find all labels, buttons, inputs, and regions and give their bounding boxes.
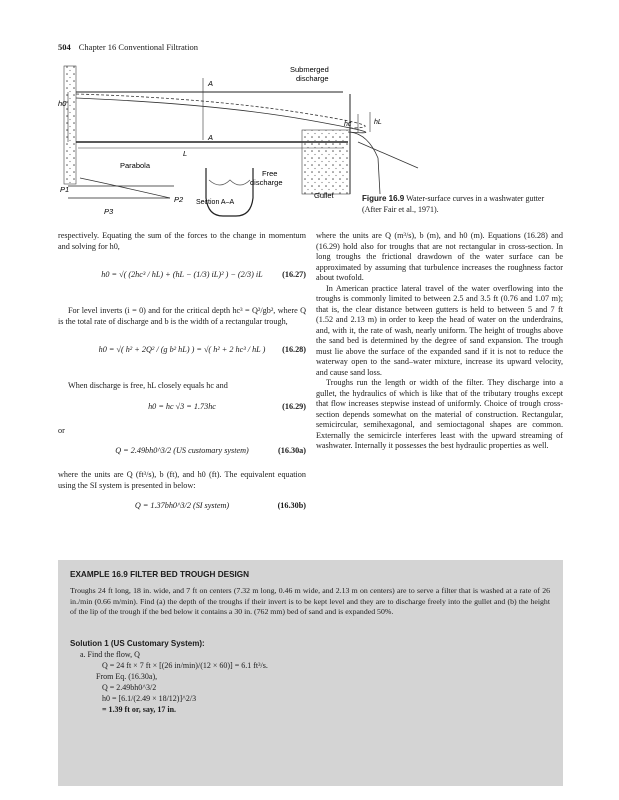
label-L: L <box>183 149 188 158</box>
equation-body: Q = 2.49bh0^3/2 (US customary system) <box>115 446 249 455</box>
equation-body: Q = 1.37bh0^3/2 (SI system) <box>134 501 230 510</box>
example-box <box>58 560 563 786</box>
label-submerged: Submerged <box>290 65 329 74</box>
section-water <box>209 180 250 185</box>
free-water-surface <box>76 98 366 133</box>
right-column <box>316 231 563 452</box>
right-paragraph-2: In American practice lateral travel of the water overflowing into the troughs is commonly limited to between 2.5 and 3.5 ft (0.76 and 1.07 m); that is, the clear distance between gutters is held to between 5 and 7 ft (1.52 and 2.13 m) in order to keep the head of water on the underdrains, and, with it, the rate of wash, nearly uniform. The height of troughs above the sand bed is determined by the degree of sand expansion. The trough must lie above the surface of the expanded sand if it is not to reduce the waterway open to the sand–water mixture, increase its upward velocity, and cause sand loss. <box>316 283 563 377</box>
label-P3: P3 <box>104 207 114 216</box>
example-title: EXAMPLE 16.9 FILTER BED TROUGH DESIGN <box>70 570 250 579</box>
equation-number: (16.30b) <box>277 501 306 510</box>
caption-label: Figure 16.9 <box>362 194 405 203</box>
label-hc: hc <box>344 121 352 128</box>
solution-line: Q = 2.49bh0^3/2 <box>102 683 157 692</box>
equation-number: (16.28) <box>282 345 306 354</box>
caption-text: Water-surface curves in a washwater gutter (After Fair et al., 1971). <box>362 194 545 214</box>
solution-result: = 1.39 ft or, say, 17 in. <box>102 705 177 714</box>
label-free: Free <box>262 169 278 178</box>
left-column <box>58 231 306 525</box>
equation-body: h0 = √( h² + 2Q² / (g b² hL) ) = √( h² + 2 hc³ / hL ) <box>98 345 266 354</box>
section-trough <box>206 168 253 216</box>
left-paragraph-1: respectively. Equating the sum of the forces to the change in momentum and solving for h0, <box>58 231 306 251</box>
equation-number: (16.30a) <box>278 446 306 455</box>
label-gullet: Gullet <box>314 191 334 200</box>
chapter-title: Chapter 16 Conventional Filtration <box>78 42 198 52</box>
left-paragraph-3: When discharge is free, hL closely equals hc and <box>68 381 228 390</box>
example-problem: Troughs 24 ft long, 18 in. wide, and 7 ft on centers (7.32 m long, 0.46 m wide, and 2.13 m on centers) are to serve a filter that is washed at a rate of 26 in./min (0.66 m/min). Find (a) the depth of the troughs if their invert is to be kept level and they are to discharge freely into the gullet and (b) the height of the lip of the trough if the bed below it contains a 30 in. (762 mm) bed of sand and is expanded 50%. <box>70 586 550 616</box>
equation-16-30b <box>58 501 306 515</box>
solution-line: Q = 24 ft × 7 ft × [(26 in/min)/(12 × 60)] = 6.1 ft³/s. <box>102 661 268 670</box>
label-submerged-discharge: discharge <box>296 74 329 83</box>
label-P2: P2 <box>174 195 184 204</box>
left-paragraph-or: or <box>58 425 65 435</box>
solution-line: From Eq. (16.30a), <box>96 672 158 681</box>
right-paragraph-1: where the units are Q (m³/s), b (m), and h0 (m). Equations (16.28) and (16.29) hold also for troughs that are not rectangular in cross-section. In long troughs the frictional drawdown of the water surface can be approximated by assuming that turbulence increases the roughness factor about twofold. <box>316 231 563 282</box>
equation-16-29 <box>58 402 306 416</box>
equation-number: (16.29) <box>282 401 306 411</box>
equation-16-30a <box>58 446 306 460</box>
label-A-bottom: A <box>208 133 214 142</box>
label-hL: hL <box>374 119 382 126</box>
example-solution <box>70 638 550 715</box>
falling-jet <box>350 132 380 194</box>
left-wall <box>64 66 76 184</box>
label-A-top: A <box>208 79 214 88</box>
right-paragraph-3: Troughs run the length or width of the filter. They discharge into a gullet, the hydraulics of which is like that of the tributary troughs except that flow increases stepwise instead of uniformly. Choice of trough cross-section depends somewhat on the material of construction. Rectangular, semicircular, semihexagonal, and semioctagonal shapes are common. Externally the semicircle interferes least with the upward streaming of washwater. Internally it possesses the best hydraulic properties as well. <box>316 378 563 450</box>
left-paragraph-2: For level inverts (i = 0) and for the critical depth hc³ = Q²/gb², where Q is the total rate of discharge and b is the width of a rectangular trough, <box>58 306 306 326</box>
equation-number: (16.27) <box>282 270 306 279</box>
equation-16-27 <box>58 260 306 296</box>
equation-16-28 <box>58 335 306 371</box>
parabola-curve <box>80 178 170 198</box>
solution-line: h0 = [6.1/(2.49 × 18/12)]^2/3 <box>102 694 197 703</box>
figure-caption <box>362 194 562 215</box>
label-free-discharge: discharge <box>250 178 283 187</box>
page-number: 504 <box>58 42 71 52</box>
label-P1: P1 <box>60 185 70 194</box>
label-h0: h0 <box>58 99 67 108</box>
solution-step-a: a. Find the flow, Q <box>80 650 140 659</box>
label-section: Section A–A <box>196 199 235 206</box>
left-paragraph-5: where the units are Q (ft³/s), b (ft), and h0 (ft). The equivalent equation using the SI system is presented in below: <box>58 470 306 490</box>
solution-heading: Solution 1 (US Customary System): <box>70 639 205 648</box>
running-header <box>58 42 198 52</box>
equation-body: h0 = hc √3 = 1.73hc <box>148 401 216 411</box>
equation-body: h0 = √( (2hc³ / hL) + (hL − (1/3) iL)² ) − (2/3) iL <box>101 270 263 279</box>
gullet-wall <box>302 130 350 194</box>
label-parabola: Parabola <box>120 161 151 170</box>
gullet-floor <box>358 142 418 168</box>
